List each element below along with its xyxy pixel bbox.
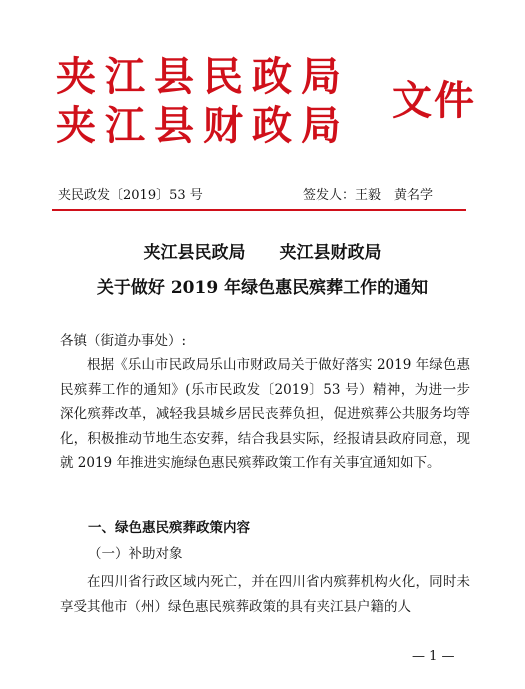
page-number: — 1 — [412,649,455,664]
notice-title-line-2: 关于做好 2019 年绿色惠民殡葬工作的通知 [96,278,429,298]
issuer-title-1: 夹江县民政局 [56,53,350,100]
signer: 签发人：王毅 黄名学 [303,188,434,203]
document-number: 夹民政发〔2019〕53 号 [58,188,203,203]
section-heading: 一、绿色惠民殡葬政策内容 [88,520,250,536]
salutation: 各镇（街道办事处）: [60,333,187,349]
notice-title-line-1: 夹江县民政局 夹江县财政局 [143,243,382,263]
issuer-title-2: 夹江县财政局 [56,102,350,149]
red-divider [52,209,466,211]
body-paragraph: 在四川省行政区域内死亡，并在四川省内殡葬机构火化，同时未享受其他市（州）绿色惠民殡葬政策的具有夹江县户籍的人 [60,574,470,615]
document-type-label: 文件 [392,77,476,124]
subsection-heading: （一）补助对象 [88,546,183,562]
intro-paragraph: 根据《乐山市民政局乐山市财政局关于做好落实 2019 年绿色惠民殡葬工作的通知》(乐市民政发〔2019〕53 号）精神，为进一步深化殡葬改革，减轻我县城乡居民丧葬负担，促进殡葬公共服务均等化，积极推动节地生态安葬，结合我县实际，经报请县政府同意，现就 2019 年推进实施绿色惠民殡葬政策工作有关事宜通知如下。 [60,357,470,471]
